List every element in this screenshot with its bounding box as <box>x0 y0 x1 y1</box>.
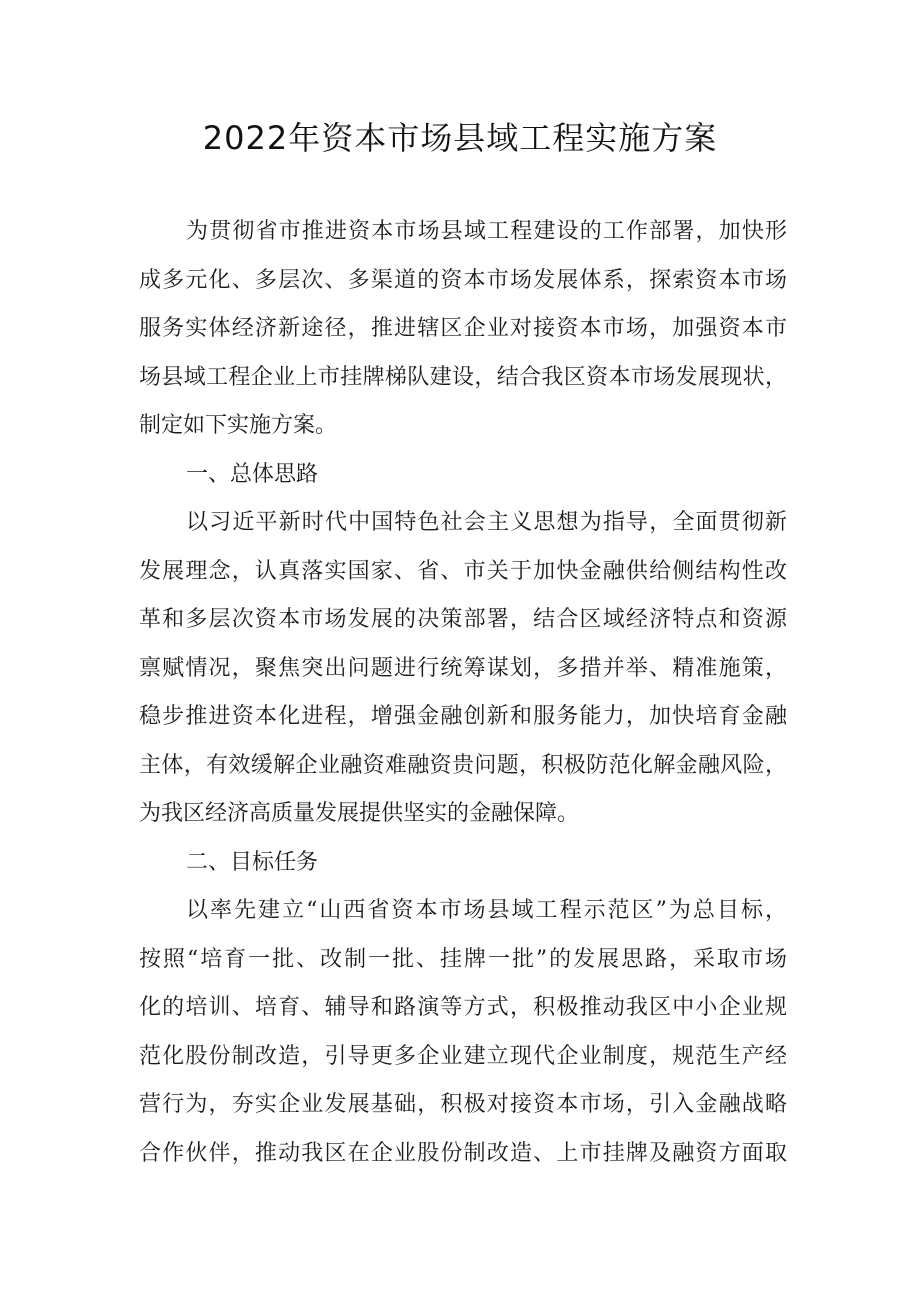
section-heading: 二、目标任务 <box>186 849 319 875</box>
document-body <box>139 208 790 1178</box>
paragraph-line: 为贯彻省市推进资本市场县域工程建设的工作部署，加快形 <box>186 219 789 244</box>
paragraph-line: 范化股份制改造，引导更多企业建立现代企业制度，规范生产经 <box>139 1043 789 1069</box>
paragraph-line: 场县域工程企业上市挂牌梯队建设，结合我区资本市场发展现状， <box>139 364 788 390</box>
paragraph-line: 营行为，夯实企业发展基础，积极对接资本市场，引入金融战略 <box>139 1092 789 1117</box>
paragraph-line: 制定如下实施方案。 <box>139 413 338 438</box>
paragraph-line: 以率先建立“山西省资本市场县域工程示范区”为总目标， <box>186 898 790 923</box>
paragraph-line: 革和多层次资本市场发展的决策部署，结合区域经济特点和资源 <box>139 607 789 632</box>
paragraph-line: 化的培训、培育、辅导和路演等方式，积极推动我区中小企业规 <box>139 995 789 1020</box>
paragraph-line: 主体，有效缓解企业融资难融资贵问题，积极防范化解金融风险， <box>139 752 788 778</box>
paragraph-line: 发展理念，认真落实国家、省、市关于加快金融供给侧结构性改 <box>139 558 789 584</box>
paragraph-line: 稳步推进资本化进程，增强金融创新和服务能力，加快培育金融 <box>139 704 789 729</box>
paragraph-line: 禀赋情况，聚焦突出问题进行统筹谋划，多措并举、精准施策， <box>139 655 789 681</box>
paragraph-line: 为我区经济高质量发展提供坚实的金融保障。 <box>139 801 580 826</box>
paragraph-line: 合作伙伴，推动我区在企业股份制改造、上市挂牌及融资方面取 <box>139 1140 789 1166</box>
document-title: 2022年资本市场县域工程实施方案 <box>202 119 718 157</box>
paragraph-line: 按照“培育一批、改制一批、挂牌一批”的发展思路，采取市场 <box>139 946 789 972</box>
section-heading: 一、总体思路 <box>186 461 319 487</box>
paragraph-line: 以习近平新时代中国特色社会主义思想为指导，全面贯彻新 <box>186 510 789 535</box>
paragraph-line: 成多元化、多层次、多渠道的资本市场发展体系，探索资本市场 <box>139 267 789 293</box>
paragraph-line: 服务实体经济新途径，推进辖区企业对接资本市场，加强资本市 <box>139 316 789 341</box>
